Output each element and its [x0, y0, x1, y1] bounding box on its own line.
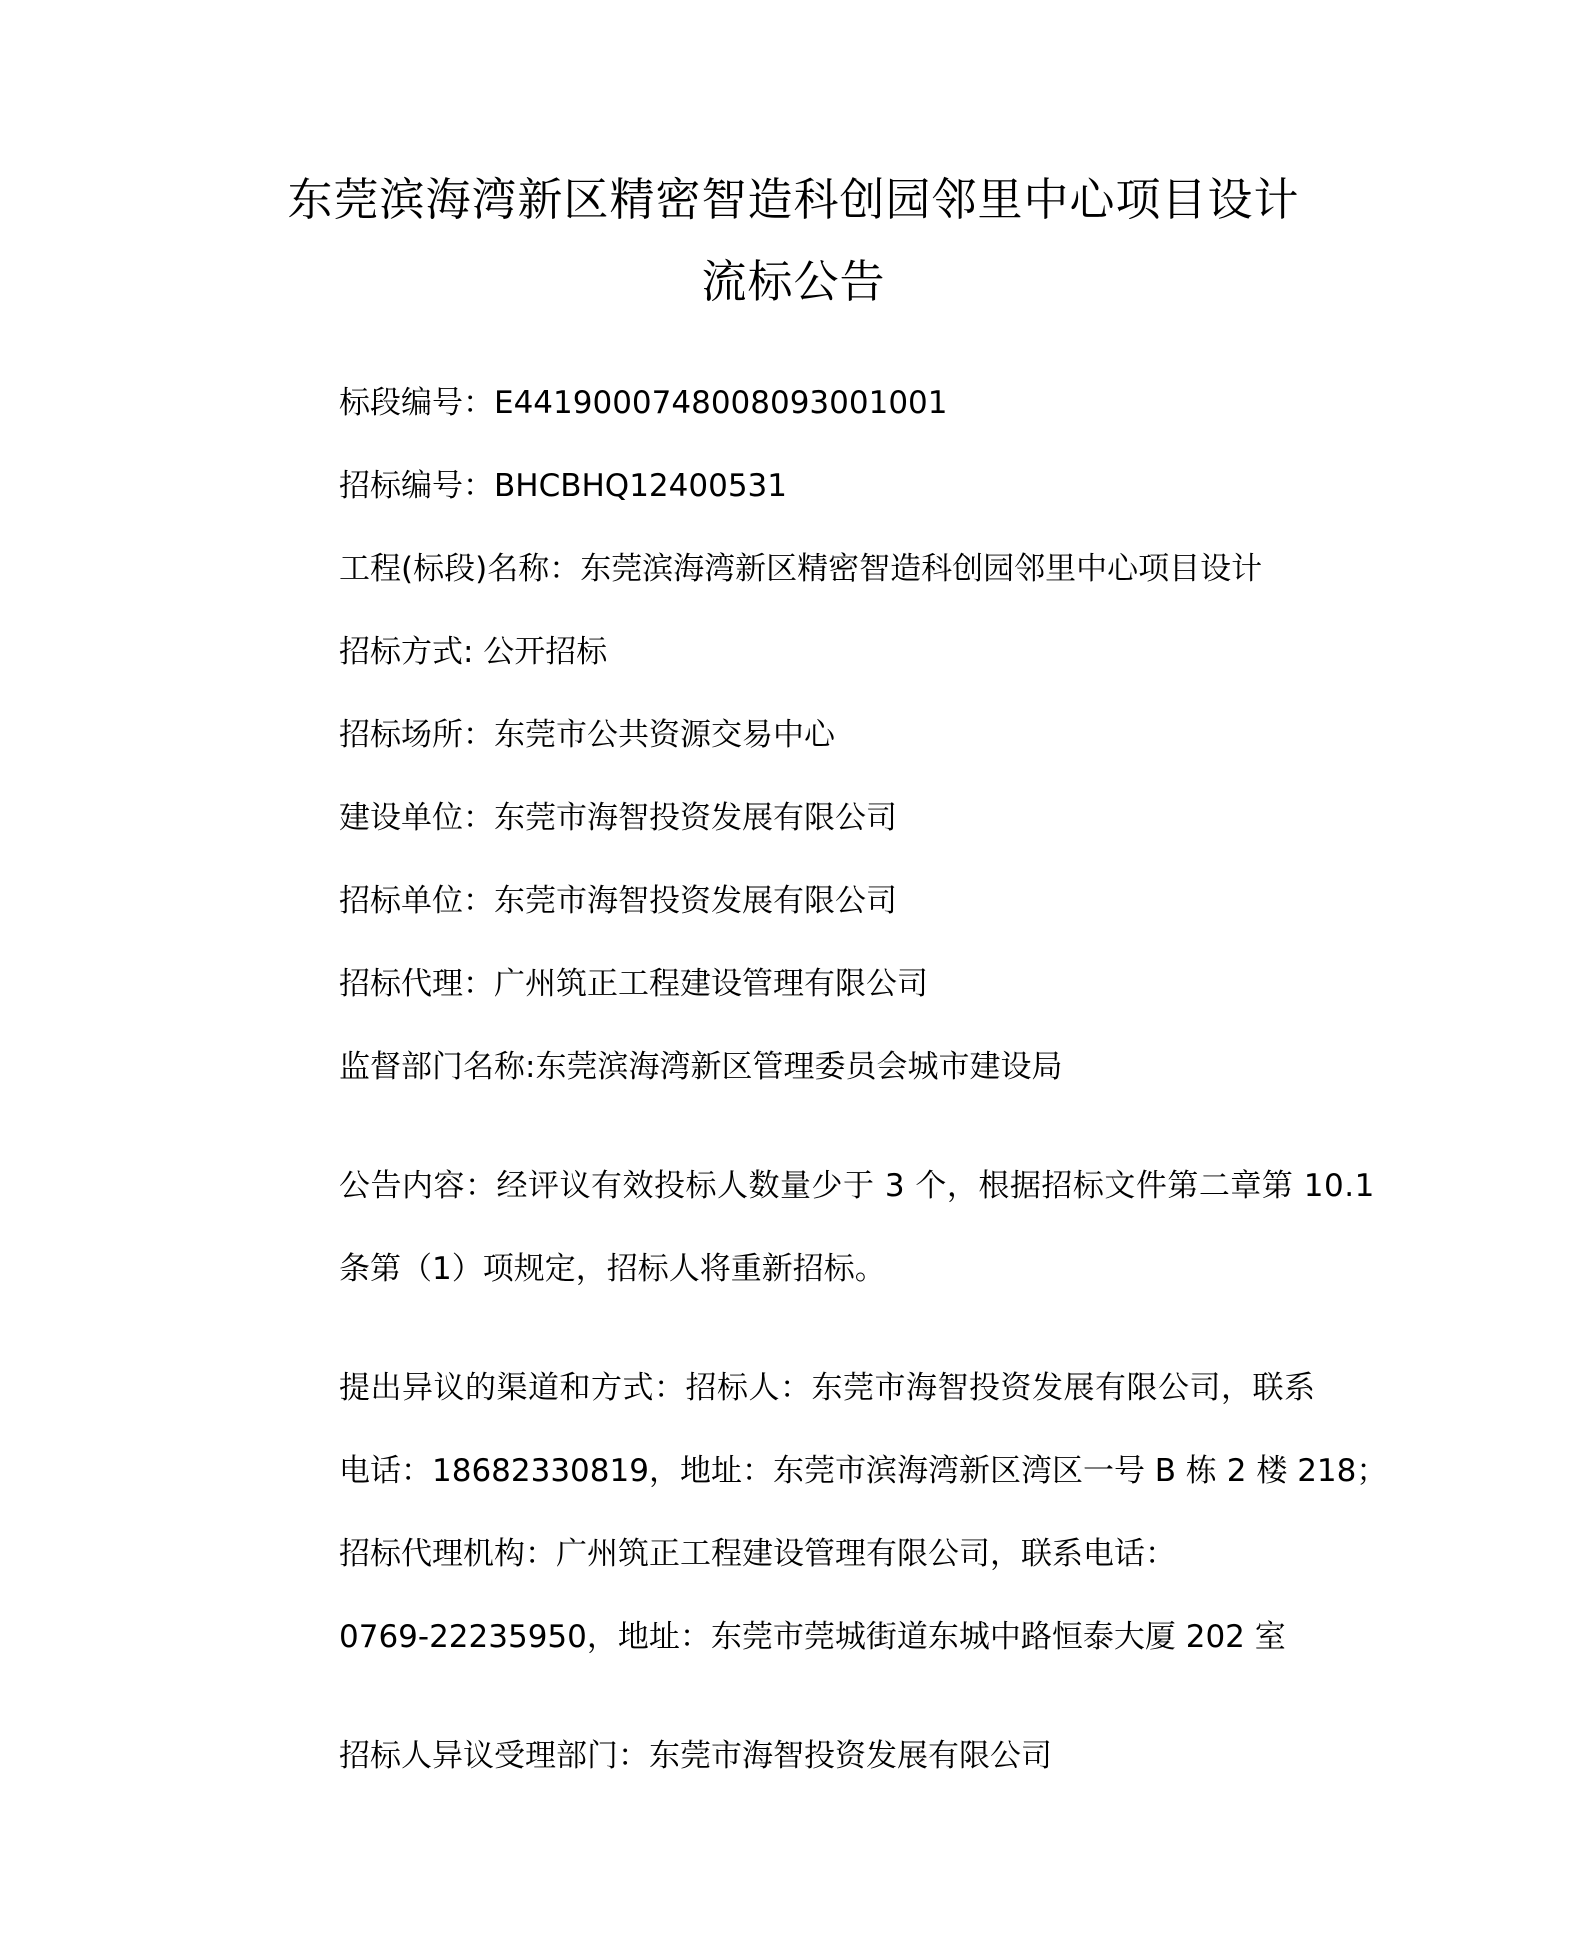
objection-line4: 0769-22235950，地址：东莞市莞城街道东城中路恒泰大厦 202 室 — [339, 1619, 1286, 1655]
tender-number: 招标编号：BHCBHQ12400531 — [339, 468, 787, 504]
supervision-department: 监督部门名称:东莞滨海湾新区管理委员会城市建设局 — [339, 1049, 1063, 1085]
objection-department: 招标人异议受理部门：东莞市海智投资发展有限公司 — [339, 1738, 1052, 1774]
objection-line3: 招标代理机构：广州筑正工程建设管理有限公司，联系电话： — [339, 1536, 1176, 1572]
tender-agent: 招标代理：广州筑正工程建设管理有限公司 — [339, 966, 928, 1002]
project-name: 工程(标段)名称：东莞滨海湾新区精密智造科创园邻里中心项目设计 — [339, 551, 1263, 587]
announcement-line1: 公告内容：经评议有效投标人数量少于 3 个，根据招标文件第二章第 10.1 — [339, 1168, 1375, 1204]
tender-method: 招标方式: 公开招标 — [339, 634, 608, 670]
tender-venue: 招标场所：东莞市公共资源交易中心 — [339, 717, 835, 753]
announcement-line2: 条第（1）项规定，招标人将重新招标。 — [339, 1251, 886, 1287]
objection-line2: 电话：18682330819，地址：东莞市滨海湾新区湾区一号 B 栋 2 楼 218； — [339, 1453, 1388, 1489]
objection-line1: 提出异议的渠道和方式：招标人：东莞市海智投资发展有限公司，联系 — [339, 1370, 1316, 1406]
tendering-unit: 招标单位：东莞市海智投资发展有限公司 — [339, 883, 897, 919]
document-title-line1: 东莞滨海湾新区精密智造科创园邻里中心项目设计 — [287, 173, 1300, 226]
section-number: 标段编号：E4419000748008093001001 — [339, 385, 948, 421]
document-title-line2: 流标公告 — [701, 255, 886, 308]
construction-unit: 建设单位：东莞市海智投资发展有限公司 — [339, 800, 897, 836]
